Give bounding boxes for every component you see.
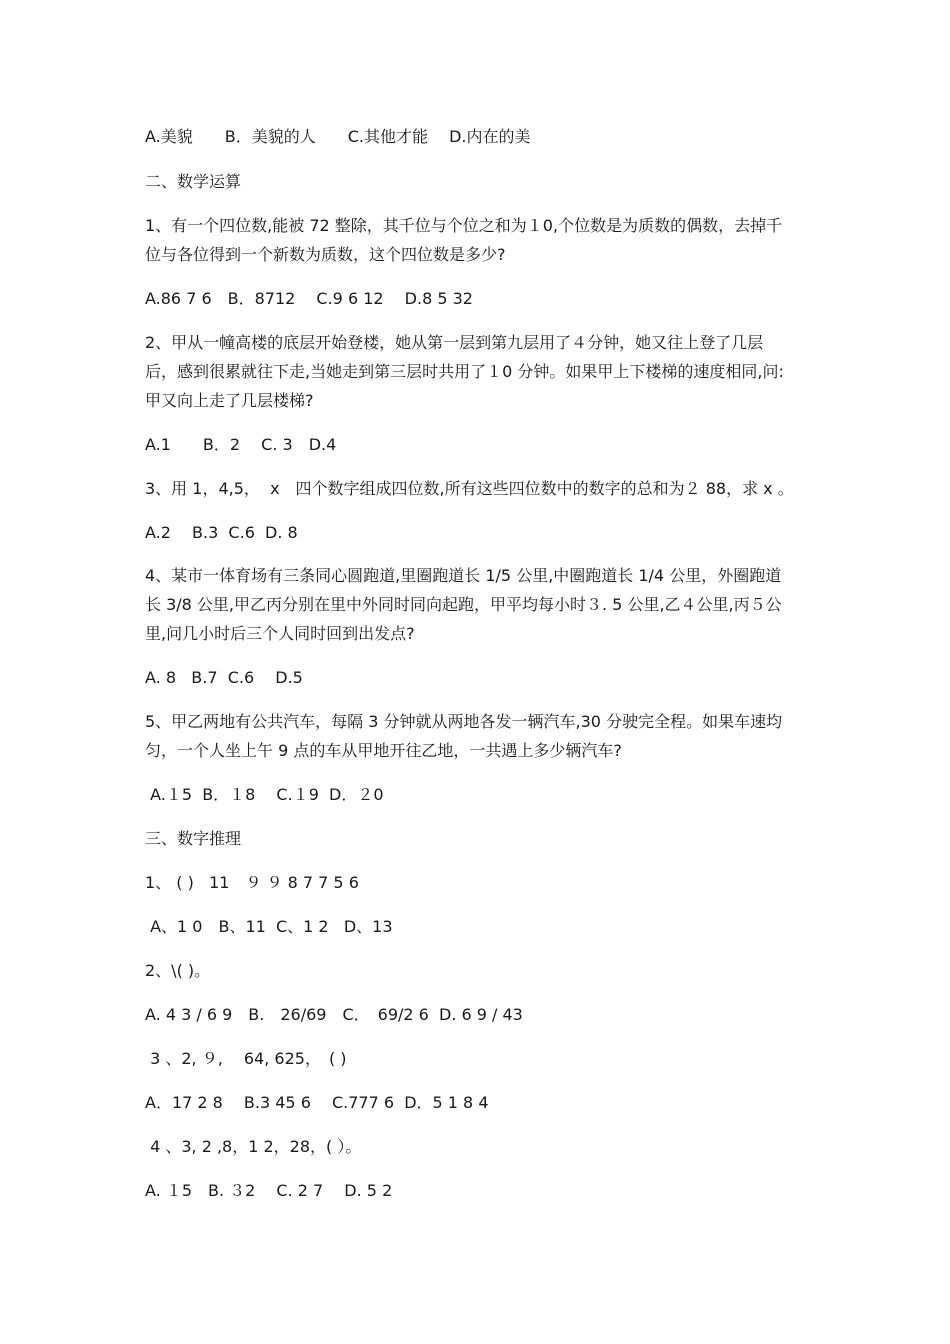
question-3: 3、用 1，4,5， x 四个数字组成四位数,所有这些四位数中的数字的总和为２ 88，求 x 。 (145, 479, 794, 498)
reasoning-question-1-options: A、1 0 B、11 C、1 2 D、13 (145, 917, 393, 936)
section-heading-number-reasoning: 三、数字推理 (145, 829, 242, 848)
reasoning-question-2-options: A. 4 3 / 6 9 B. 26/69 C． 69/2 6 D. 6 9 / 43 (145, 1005, 523, 1024)
question-4 (145, 561, 815, 648)
reasoning-question-3-options: A．17 2 8 B.3 45 6 C.777 6 D．5 1 8 4 (145, 1093, 489, 1112)
question-5-line: 匀，一个人坐上午 9 点的车从甲地开往乙地，一共遇上多少辆汽车? (145, 741, 622, 760)
question-5-options: A.１5 B．１8 C.１9 D．２0 (145, 785, 384, 804)
question-1-line: 1、有一个四位数,能被 72 整除，其千位与个位之和为１0,个位数是为质数的偶数，去掉千 (145, 216, 783, 235)
question-4-options: A. 8 B.7 C.6 D.5 (145, 668, 303, 687)
question-1 (145, 211, 815, 269)
reasoning-question-2: 2、\( )。 (145, 961, 211, 980)
question-2-options: A.1 B．2 C. 3 D.4 (145, 435, 337, 454)
question-3-options: A.2 B.3 C.6 D. 8 (145, 523, 298, 542)
reasoning-question-3: 3 、2, ９, 64, 625， ( ) (145, 1049, 347, 1068)
section-heading-math: 二、数学运算 (145, 172, 242, 191)
reasoning-question-4: 4 、3, 2 ,8，1 2，28，( ）。 (145, 1137, 362, 1156)
question-2-line: 2、甲从一幢高楼的底层开始登楼，她从第一层到第九层用了４分钟，她又往上登了几层 (145, 333, 764, 352)
question-2-line: 后，感到很累就往下走,当她走到第三层时共用了１0 分钟。如果甲上下楼梯的速度相同,问: (145, 362, 784, 381)
question-1-options: A.86 7 6 B．8712 C.9 6 12 D.8 5 32 (145, 289, 473, 308)
question-4-line: 里,问几小时后三个人同时回到出发点? (145, 624, 415, 643)
question-5 (145, 707, 815, 765)
reasoning-question-1: 1、 ( ) 11 ９ ９ 8 7 7 5 6 (145, 873, 359, 892)
reasoning-question-4-options: A. １5 B. ３2 C. 2 7 D. 5 2 (145, 1181, 393, 1200)
question-5-line: 5、甲乙两地有公共汽车，每隔 3 分钟就从两地各发一辆汽车,30 分驶完全程。如果车速均 (145, 712, 783, 731)
question-1-line: 位与各位得到一个新数为质数，这个四位数是多少? (145, 245, 506, 264)
question-2-line: 甲又向上走了几层楼梯? (145, 391, 314, 410)
question-4-line: 长 3/8 公里,甲乙丙分别在里中外同时同向起跑，甲平均每小时３. 5 公里,乙４公里,丙５公 (145, 595, 782, 614)
question-2 (145, 328, 815, 415)
options-line: A.美貌 B．美貌的人 C.其他才能 D.内在的美 (145, 127, 531, 146)
question-4-line: 4、某市一体育场有三条同心圆跑道,里圈跑道长 1/5 公里,中圈跑道长 1/4 公里，外圈跑道 (145, 566, 782, 585)
